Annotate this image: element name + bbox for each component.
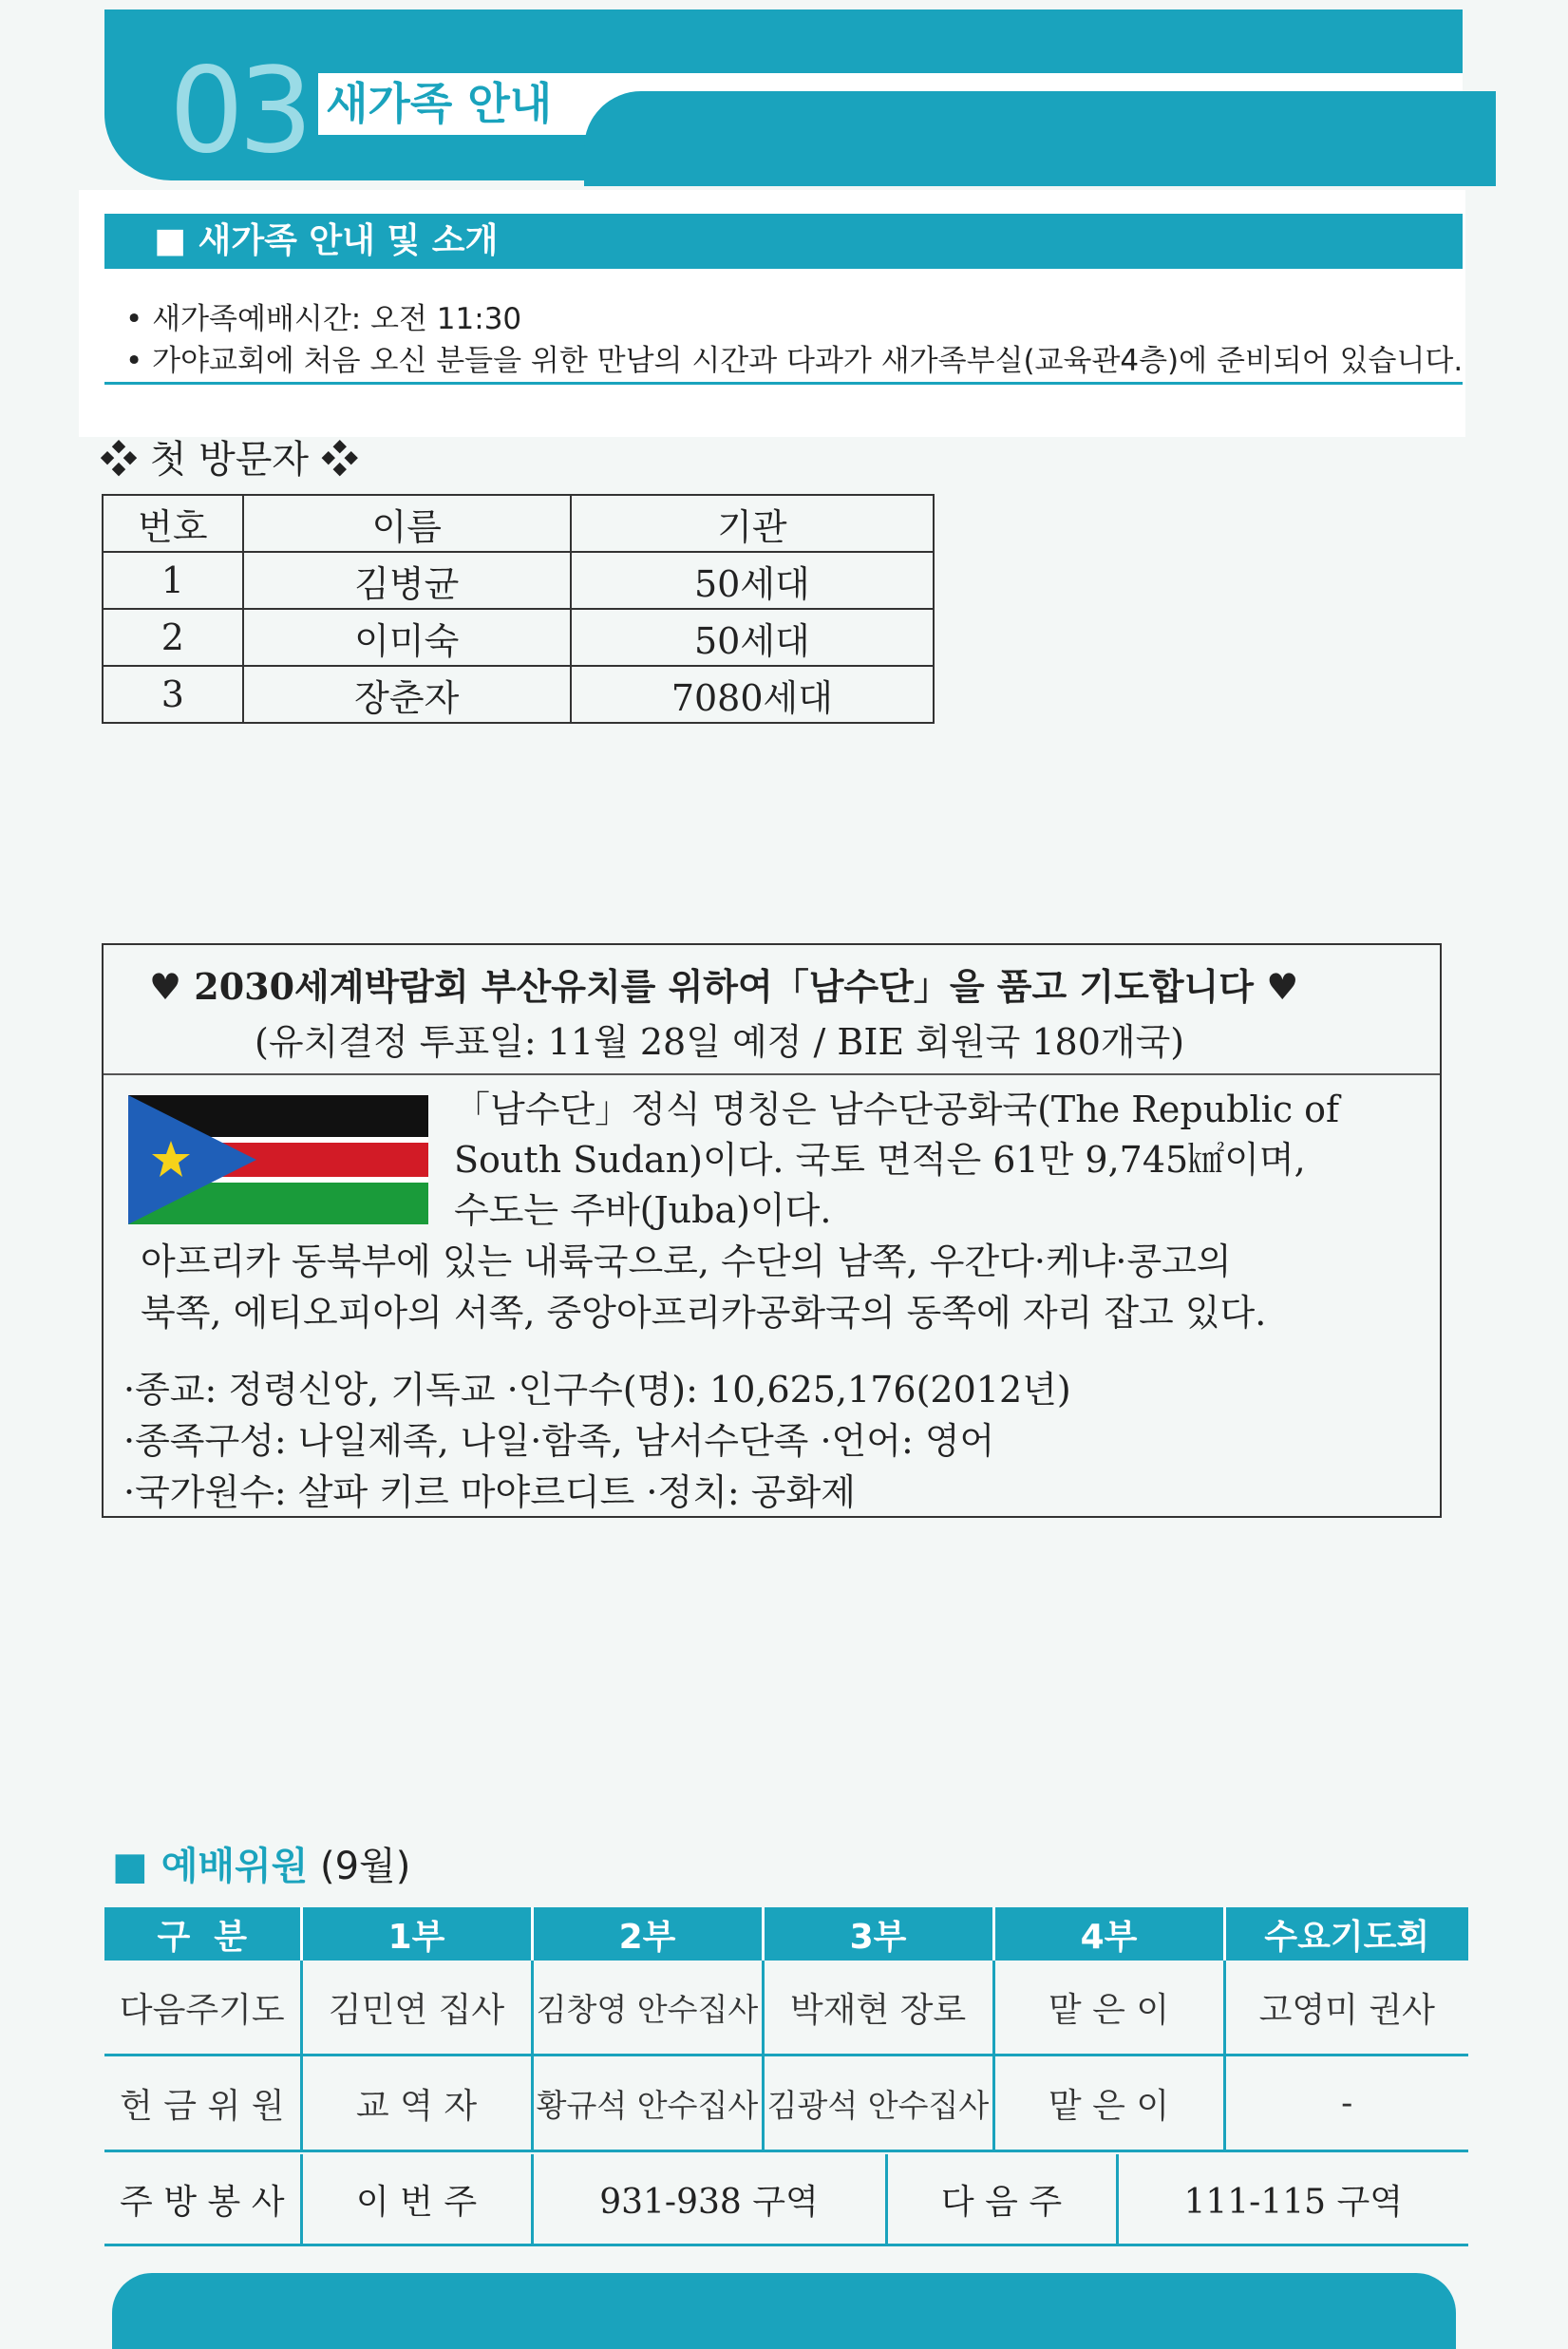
prayer-text-line: 「남수단」정식 명칭은 남수단공화국(The Republic of bbox=[454, 1089, 1340, 1130]
worship-title-month: (9월) bbox=[308, 1845, 411, 1888]
table-cell: 주 방 봉 사 bbox=[104, 2154, 301, 2245]
intro-heading: ■ 새가족 안내 및 소개 bbox=[154, 221, 499, 260]
table-cell: 장춘자 bbox=[243, 666, 571, 723]
table-header-row bbox=[104, 1907, 1468, 1961]
table-row bbox=[104, 2055, 1468, 2151]
column-header: 기관 bbox=[571, 495, 934, 552]
worship-table bbox=[104, 1907, 1468, 2152]
south-sudan-flag bbox=[128, 1095, 428, 1224]
column-header: 3부 bbox=[763, 1907, 993, 1961]
table-cell: 50세대 bbox=[571, 552, 934, 609]
table-row bbox=[103, 666, 934, 723]
visitors-table bbox=[102, 494, 935, 724]
table-cell: 다음주기도 bbox=[104, 1961, 301, 2055]
table-cell: 1 bbox=[103, 552, 243, 609]
table-cell: 맡 은 이 bbox=[993, 1961, 1224, 2055]
intro-heading-bar bbox=[104, 214, 1463, 269]
table-cell: 박재현 장로 bbox=[763, 1961, 993, 2055]
prayer-text-line: 북쪽, 에티오피아의 서쪽, 중앙아프리카공화국의 동쪽에 자리 잡고 있다. bbox=[141, 1292, 1267, 1334]
table-cell: 다 음 주 bbox=[886, 2154, 1117, 2245]
table-row bbox=[104, 2154, 1468, 2245]
table-row bbox=[103, 552, 934, 609]
section-title: 새가족 안내 bbox=[326, 78, 553, 129]
table-cell: 김민연 집사 bbox=[301, 1961, 532, 2055]
table-cell: 김광석 안수집사 bbox=[763, 2055, 993, 2151]
prayer-subtitle: (유치결정 투표일: 11월 28일 예정 / BIE 회원국 180개국) bbox=[255, 1021, 1185, 1063]
table-cell: 헌 금 위 원 bbox=[104, 2055, 301, 2151]
header-decoration bbox=[584, 91, 1496, 186]
table-cell: 2 bbox=[103, 609, 243, 666]
table-cell: 931-938 구역 bbox=[532, 2154, 886, 2245]
section-number: 03 bbox=[169, 43, 308, 180]
worship-title-main: ■ 예배위원 bbox=[112, 1845, 309, 1888]
table-row bbox=[103, 609, 934, 666]
table-cell: 50세대 bbox=[571, 609, 934, 666]
country-fact: ·종족구성: 나일제족, 나일·함족, 남서수단족 ·언어: 영어 bbox=[123, 1420, 995, 1462]
service-table bbox=[104, 2154, 1468, 2246]
column-header: 4부 bbox=[993, 1907, 1224, 1961]
table-cell: 교 역 자 bbox=[301, 2055, 532, 2151]
table-cell: 이미숙 bbox=[243, 609, 571, 666]
column-header: 2부 bbox=[532, 1907, 763, 1961]
table-cell: 황규석 안수집사 bbox=[532, 2055, 763, 2151]
column-header: 수요기도회 bbox=[1224, 1907, 1468, 1961]
prayer-title: ♥ 2030세계박람회 부산유치를 위하여「남수단」을 품고 기도합니다 ♥ bbox=[149, 965, 1299, 1008]
table-cell: 이 번 주 bbox=[301, 2154, 532, 2245]
country-fact: ·종교: 정령신앙, 기독교 ·인구수(명): 10,625,176(2012년) bbox=[123, 1369, 1071, 1411]
column-header: 구 분 bbox=[104, 1907, 301, 1961]
column-header: 1부 bbox=[301, 1907, 532, 1961]
table-header-row bbox=[103, 495, 934, 552]
table-cell: 김병균 bbox=[243, 552, 571, 609]
footer-bar bbox=[112, 2273, 1456, 2349]
prayer-text-line: 수도는 주바(Juba)이다. bbox=[454, 1189, 832, 1231]
table-cell: 3 bbox=[103, 666, 243, 723]
table-cell: - bbox=[1224, 2055, 1468, 2151]
table-row bbox=[104, 1961, 1468, 2055]
prayer-text-line: South Sudan)이다. 국토 면적은 61만 9,745㎢이며, bbox=[454, 1139, 1306, 1181]
column-header: 번호 bbox=[103, 495, 243, 552]
column-header: 이름 bbox=[243, 495, 571, 552]
table-cell: 맡 은 이 bbox=[993, 2055, 1224, 2151]
table-cell: 111-115 구역 bbox=[1117, 2154, 1468, 2245]
table-cell: 고영미 권사 bbox=[1224, 1961, 1468, 2055]
visitors-title: ❖ 첫 방문자 ❖ bbox=[100, 438, 359, 482]
intro-bullet: • 가야교회에 처음 오신 분들을 위한 만남의 시간과 다과가 새가족부실(교육관4층)에 준비되어 있습니다. bbox=[125, 344, 1464, 378]
country-fact: ·국가원수: 살파 키르 마야르디트 ·정치: 공화제 bbox=[123, 1471, 856, 1513]
intro-bullet: • 새가족예배시간: 오전 11:30 bbox=[125, 302, 522, 336]
table-cell: 7080세대 bbox=[571, 666, 934, 723]
divider bbox=[104, 382, 1463, 385]
worship-title bbox=[112, 1836, 410, 1890]
prayer-text-line: 아프리카 동북부에 있는 내륙국으로, 수단의 남쪽, 우간다·케냐·콩고의 bbox=[141, 1241, 1232, 1282]
divider bbox=[104, 1073, 1440, 1075]
table-cell: 김창영 안수집사 bbox=[532, 1961, 763, 2055]
